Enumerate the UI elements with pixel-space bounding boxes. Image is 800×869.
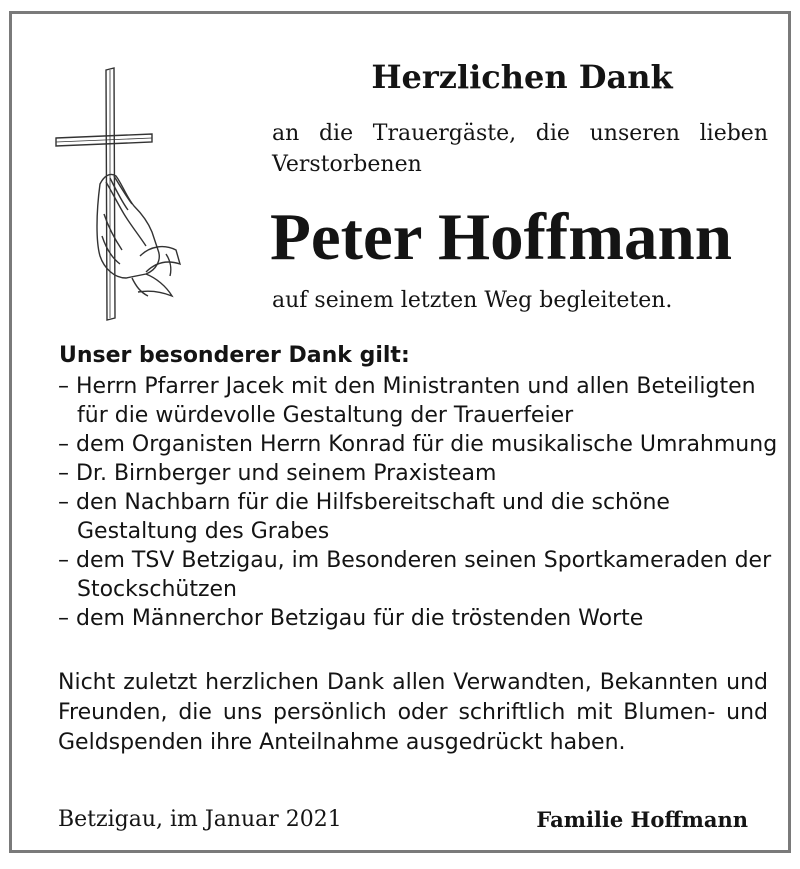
thanks-heading: Unser besonderer Dank gilt: <box>59 343 410 368</box>
closing-paragraph: Nicht zuletzt herzlichen Dank allen Verwandten, Bekannten und Freunden, die uns persönlich oder schriftlich mit Blumen- und Geldspenden ihre Anteilnahme ausgedrückt haben. <box>58 670 768 755</box>
list-item: – Dr. Birnberger und seinem Praxisteam <box>58 461 497 486</box>
headline: Herzlichen Dank <box>371 58 673 96</box>
cross-with-praying-hands-icon <box>48 64 188 324</box>
intro-text: an die Trauergäste, die unseren lieben Verstorbenen <box>272 121 768 177</box>
notice-frame <box>9 11 791 853</box>
list-item: – Herrn Pfarrer Jacek mit den Ministranten und allen Beteiligten für die würdevolle Gestaltung der Trauerfeier <box>58 374 756 428</box>
thanks-list <box>58 372 778 633</box>
after-name-text: auf seinem letzten Weg begleiteten. <box>272 288 673 313</box>
list-item: – dem Männerchor Betzigau für die tröstenden Worte <box>58 606 644 631</box>
list-item: – dem TSV Betzigau, im Besonderen seinen Sportkameraden der Stockschützen <box>58 548 772 602</box>
list-item: – dem Organisten Herrn Konrad für die musikalische Umrahmung <box>58 432 778 457</box>
deceased-name: Peter Hoffmann <box>270 200 733 274</box>
signature: Familie Hoffmann <box>536 807 748 832</box>
list-item: – den Nachbarn für die Hilfsbereitschaft und die schöne Gestaltung des Grabes <box>58 490 670 544</box>
place-date: Betzigau, im Januar 2021 <box>58 807 342 832</box>
